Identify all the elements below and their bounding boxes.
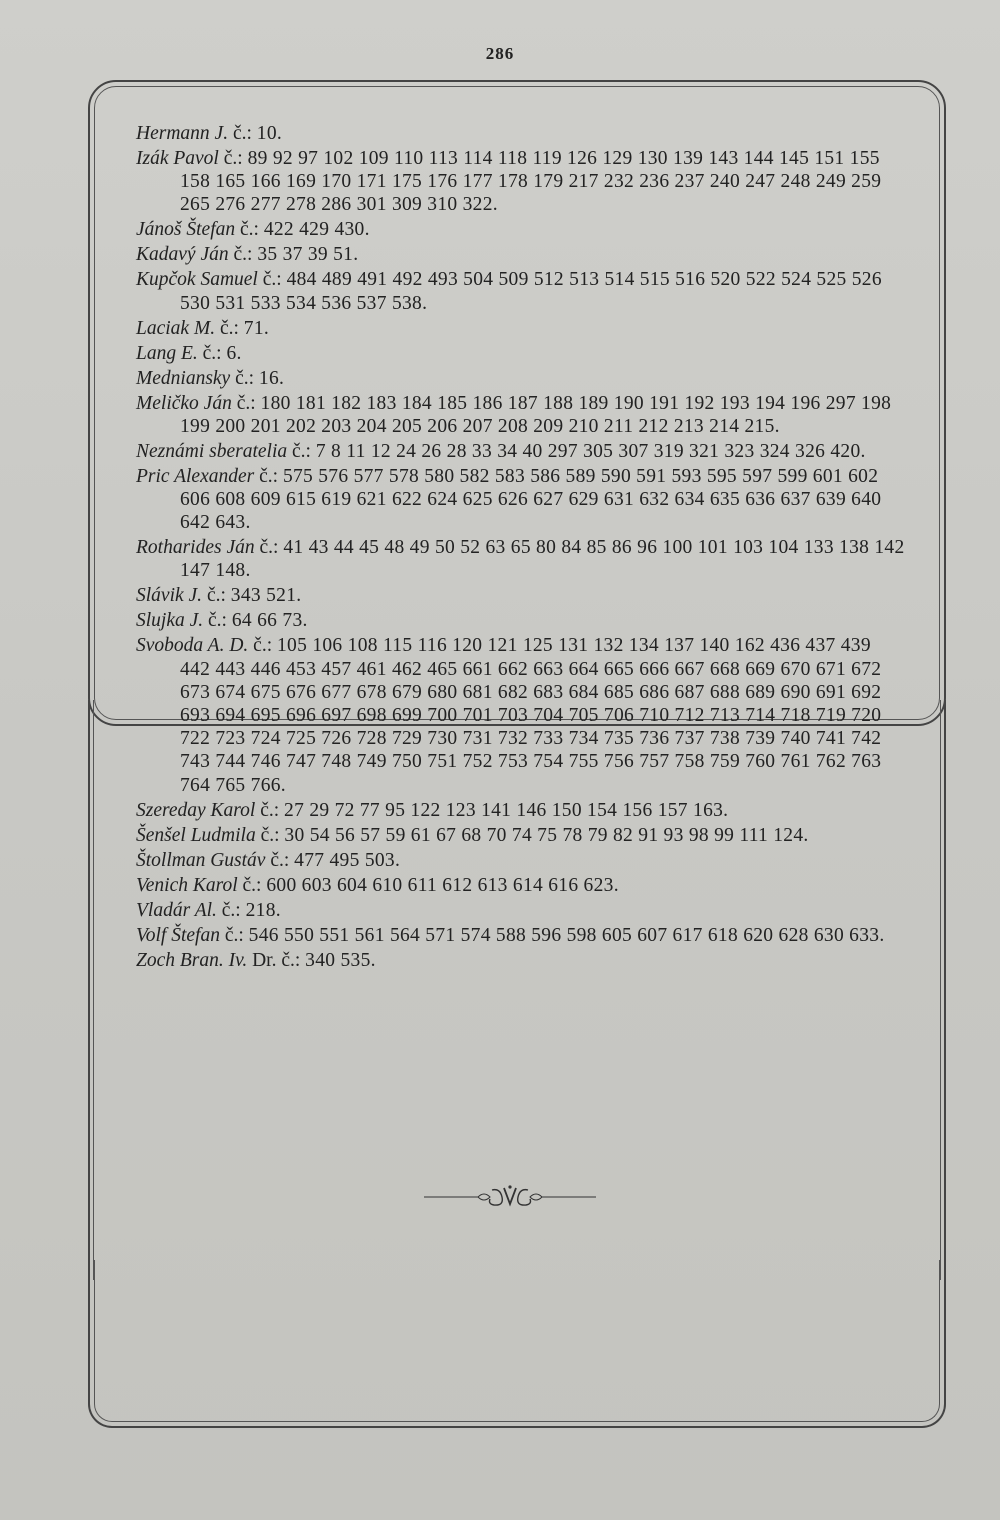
index-entry [136,465,906,535]
entry-name: Vladár Al. [136,899,217,921]
entry-name: Neznámi sberatelia [136,440,288,462]
entry-marker: č.: [287,440,316,462]
index-entry [136,824,906,847]
entry-marker: č.: [255,824,285,846]
entry-numbers: 546 550 551 561 564 571 574 588 596 598 605 607 617 618 620 628 630 633. [248,924,885,946]
entry-name: Slujka J. [136,610,204,632]
entry-marker: č.: [197,342,227,364]
index-entry [136,634,906,796]
entry-name: Volf Štefan [136,924,220,946]
entry-name: Lang E. [136,342,198,364]
index-entry [136,536,906,582]
entry-name: Svoboda A. D. [136,635,249,657]
entry-numbers: 27 29 72 77 95 122 123 141 146 150 154 156 157 163. [284,799,729,821]
entry-marker: č.: [202,585,231,607]
entry-marker: Dr. č.: [247,949,306,971]
entry-numbers: 89 92 97 102 109 110 113 114 118 119 126 129 130 139 143 144 145 151 155 158 165 166 169 170 171 175 176 177 178 179 217 232 236 237 240 247 248 249 259 265 276 277 278 286 301 309 310 322. [180,148,882,216]
entry-numbers: 575 576 577 578 580 582 583 586 589 590 591 593 595 597 599 601 602 606 608 609 615 619 621 622 624 625 626 627 629 631 632 634 635 636 637 639 640 642 643. [180,465,882,534]
index-entry [136,924,906,947]
entry-name: Izák Pavol [136,148,219,169]
index-entry [136,122,906,145]
entry-numbers: 422 429 430. [263,219,370,241]
collector-index-list [136,122,906,974]
entry-numbers: 30 54 56 57 59 61 67 68 70 74 75 78 79 82 91 93 98 99 111 124. [284,824,809,846]
entry-name: Hermann J. [136,123,229,144]
entry-name: Venich Karol [136,874,238,896]
index-entry [136,268,906,314]
index-entry [136,799,906,822]
index-entry [136,392,906,438]
entry-name: Štollman Gustáv [136,849,266,871]
entry-marker: č.: [216,899,246,921]
index-entry [136,609,906,632]
entry-numbers: 477 495 503. [294,849,401,871]
entry-numbers: 35 37 39 51. [257,244,359,266]
entry-marker: č.: [230,367,259,389]
index-entry [136,367,906,390]
entry-marker: č.: [235,219,264,241]
entry-numbers: 16. [258,367,285,389]
entry-numbers: 71. [243,317,270,339]
entry-numbers: 6. [226,342,242,364]
decorative-ornament-icon [420,1182,600,1212]
entry-marker: č.: [228,244,258,266]
index-entry [136,849,906,872]
index-entry [136,147,906,217]
entry-numbers: 484 489 491 492 493 504 509 512 513 514 515 516 520 522 524 525 526 530 531 533 534 536 537 538. [180,269,882,314]
entry-marker: č.: [228,123,257,144]
entry-name: Slávik J. [136,585,203,607]
index-entry [136,874,906,897]
entry-numbers: 600 603 604 610 611 612 613 614 616 623. [266,874,619,896]
entry-numbers: 218. [245,899,281,921]
entry-numbers: 105 106 108 115 116 120 121 125 131 132 134 137 140 162 436 437 439 442 443 446 453 457 461 462 465 661 662 663 664 665 666 667 668 669 670 671 672 673 674 675 676 677 678 679 680 681 682 683 684 685 686 687 688 689 690 691 692 693 694 695 696 697 698 699 700 701 703 704 705 706 710 712 713 714 718 719 720 722 723 724 725 726 728 729 730 731 732 733 734 735 736 737 738 739 740 741 742 743 744 746 747 748 749 750 751 752 753 754 755 756 757 758 759 760 761 762 763 764 765 766. [180,635,882,796]
entry-name: Rotharides Ján [136,537,255,559]
entry-marker: č.: [248,635,277,657]
entry-name: Jánoš Štefan [136,219,236,241]
entry-name: Laciak M. [136,317,216,339]
entry-numbers: 10. [256,123,283,144]
entry-marker: č.: [215,317,244,339]
entry-name: Kadavý Ján [136,244,229,266]
entry-marker: č.: [265,849,295,871]
index-entry [136,218,906,241]
entry-numbers: 7 8 11 12 24 26 28 33 34 40 297 305 307 319 321 323 324 326 420. [315,440,866,462]
decorative-frame-left-side [88,700,94,1280]
decorative-frame-bottom-inner [94,1260,940,1422]
index-entry [136,949,906,972]
entry-name: Pric Alexander [136,465,255,487]
entry-numbers: 41 43 44 45 48 49 50 52 63 65 80 84 85 86 96 100 101 103 104 133 138 142 147 148. [180,537,905,582]
entry-marker: č.: [255,799,285,821]
page-number: 286 [485,44,515,63]
entry-marker: č.: [231,392,261,414]
entry-numbers: 340 535. [305,949,376,971]
entry-marker: č.: [237,874,267,896]
index-entry [136,584,906,607]
entry-name: Szereday Karol [136,799,256,821]
index-entry [136,342,906,365]
entry-numbers: 180 181 182 183 184 185 186 187 188 189 190 191 192 193 194 196 297 198 199 200 201 202 203 204 205 206 207 208 209 210 211 212 213 214 215. [180,392,892,437]
index-entry [136,243,906,266]
entry-numbers: 64 66 73. [231,610,308,632]
entry-marker: č.: [219,924,249,946]
entry-name: Kupčok Samuel [136,269,258,291]
index-entry [136,317,906,340]
entry-marker: č.: [254,465,283,487]
entry-marker: č.: [254,537,284,559]
entry-marker: č.: [203,610,232,632]
index-entry [136,440,906,463]
entry-marker: č.: [218,148,248,169]
entry-name: Mednianskу [136,367,231,389]
entry-name: Meličko Ján [136,392,232,414]
entry-numbers: 343 521. [230,585,302,607]
index-entry [136,899,906,922]
decorative-frame-right-side [940,700,946,1280]
entry-name: Zoch Bran. Iv. [136,949,248,971]
entry-name: Šenšel Ludmila [136,824,256,846]
entry-marker: č.: [257,269,287,291]
